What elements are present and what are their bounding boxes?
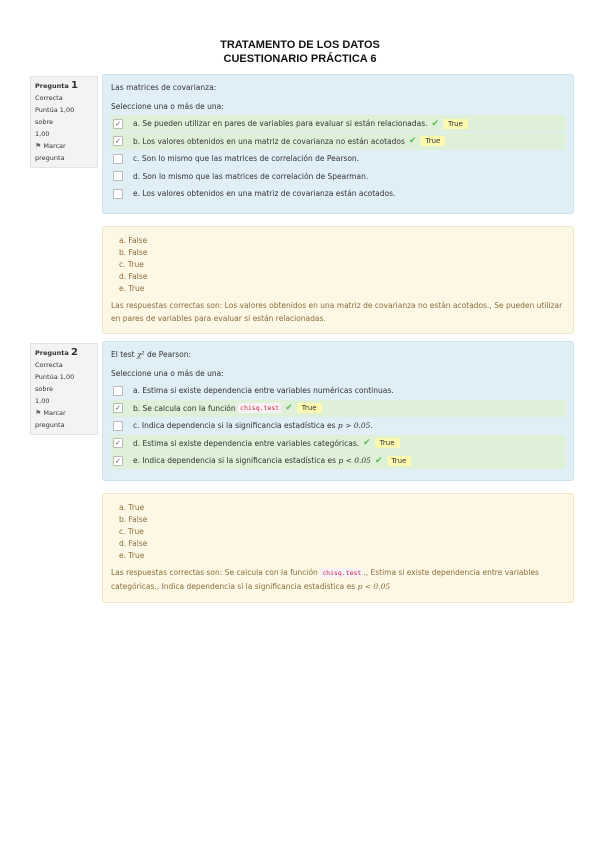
chi-squared-symbol: χ² (137, 350, 145, 359)
question-2-info (30, 343, 98, 435)
flag-icon: ⚑ (35, 142, 42, 150)
question-1-score-line-2: 1,00 (35, 130, 50, 138)
question-1-option-e[interactable]: e. Los valores obtenidos en una matriz de covarianza están acotados. (111, 185, 565, 202)
question-2-option-c[interactable]: c. Indica dependencia si la significancia estadística es p > 0.05. (111, 417, 565, 434)
math-expression: p > 0.05. (337, 421, 373, 430)
question-1-feedback (102, 226, 574, 334)
question-2-correct-answer: Las respuestas correctas son: Se calcula con la función chisq.test ., Estima si existe dependencia entre variables categóricas., Indica dependencia si la significancia estadística es p < 0.05 (111, 568, 539, 591)
flag-icon: ⚑ (35, 409, 42, 417)
check-icon: ✔ (408, 136, 417, 146)
code-snippet: chisq.test (322, 569, 362, 577)
question-2-score-line-1: Puntúa 1,00 sobre (35, 373, 75, 393)
check-icon: ✔ (374, 455, 383, 466)
verdict-badge: True (420, 136, 445, 146)
question-2-option-a[interactable]: a. Estima si existe dependencia entre variables numéricas continuas. (111, 382, 565, 399)
verdict-badge: True (375, 438, 400, 448)
question-1-feedback-list: a. False b. False c. True d. False e. True (119, 236, 148, 293)
checkbox-unchecked[interactable] (113, 386, 123, 396)
checkbox-checked[interactable]: ✓ (113, 438, 123, 448)
question-2-flag-line-2: pregunta (35, 421, 65, 429)
question-1-prompt: Seleccione una o más de una: (111, 102, 224, 111)
check-icon: ✔ (431, 118, 440, 129)
question-1-flag-line-2: pregunta (35, 154, 65, 162)
question-1-number: Pregunta 1 (35, 80, 79, 91)
code-snippet: chisq.test (240, 404, 280, 412)
question-1-option-a[interactable]: ✓ a. Se pueden utilizar en pares de variables para evaluar si están relacionadas. ✔ True (111, 115, 565, 132)
question-1-text: Las matrices de covarianza: (111, 83, 217, 92)
check-icon: ✔ (363, 438, 371, 448)
question-2-flag[interactable]: ⚑ Marcar (35, 409, 66, 417)
question-1-info (30, 76, 98, 168)
check-icon: ✔ (285, 403, 293, 413)
checkbox-unchecked[interactable] (113, 154, 123, 164)
question-1-correct-answer: Las respuestas correctas son: Los valores obtenidos en una matriz de covarianza no están acotados., Se pueden utilizar en pares de variables para evaluar si están relacionadas. (111, 301, 563, 323)
title-line-2: CUESTIONARIO PRÁCTICA 6 (223, 53, 377, 65)
question-1-option-c[interactable]: c. Son lo mismo que las matrices de correlación de Pearson. (111, 150, 565, 167)
checkbox-checked[interactable]: ✓ (113, 456, 123, 466)
question-2-content (102, 341, 574, 481)
question-2-option-d[interactable]: ✓ d. Estima si existe dependencia entre variables categóricas. ✔ True (111, 435, 565, 452)
title-line-1: TRATAMENTO DE LOS DATOS (220, 39, 380, 51)
checkbox-unchecked[interactable] (113, 421, 123, 431)
question-2-number: Pregunta 2 (35, 347, 79, 358)
checkbox-checked[interactable]: ✓ (113, 119, 123, 129)
verdict-badge: True (443, 119, 468, 129)
question-2-score-line-2: 1,00 (35, 397, 50, 405)
checkbox-checked[interactable]: ✓ (113, 136, 123, 146)
question-1-score-line-1: Puntúa 1,00 sobre (35, 106, 75, 126)
question-2-option-e[interactable]: ✓ e. Indica dependencia si la significancia estadística es p < 0.05 ✔ True (111, 452, 565, 469)
checkbox-unchecked[interactable] (113, 189, 123, 199)
verdict-badge: True (387, 456, 412, 466)
question-2-feedback-list: a. True b. False c. True d. False e. True (119, 503, 148, 560)
math-expression: p < 0.05 (357, 582, 391, 591)
question-2-text: El test χ² de Pearson: (111, 350, 192, 359)
checkbox-checked[interactable]: ✓ (113, 403, 123, 413)
document-title (0, 38, 600, 66)
question-1-content (102, 74, 574, 214)
question-1-option-b[interactable]: ✓ b. Los valores obtenidos en una matriz de covarianza no están acotados ✔ True (111, 133, 565, 150)
question-2-prompt: Seleccione una o más de una: (111, 369, 224, 378)
question-1-status: Correcta (35, 94, 63, 102)
math-expression: p < 0.05 (338, 456, 371, 465)
question-1-flag[interactable]: ⚑ Marcar (35, 142, 66, 150)
question-1-option-d[interactable]: d. Son lo mismo que las matrices de correlación de Spearman. (111, 168, 565, 185)
question-2-option-b[interactable]: ✓ b. Se calcula con la función chisq.test ✔ True (111, 400, 565, 417)
question-2-feedback (102, 493, 574, 603)
verdict-badge: True (297, 403, 322, 413)
checkbox-unchecked[interactable] (113, 171, 123, 181)
question-2-status: Correcta (35, 361, 63, 369)
